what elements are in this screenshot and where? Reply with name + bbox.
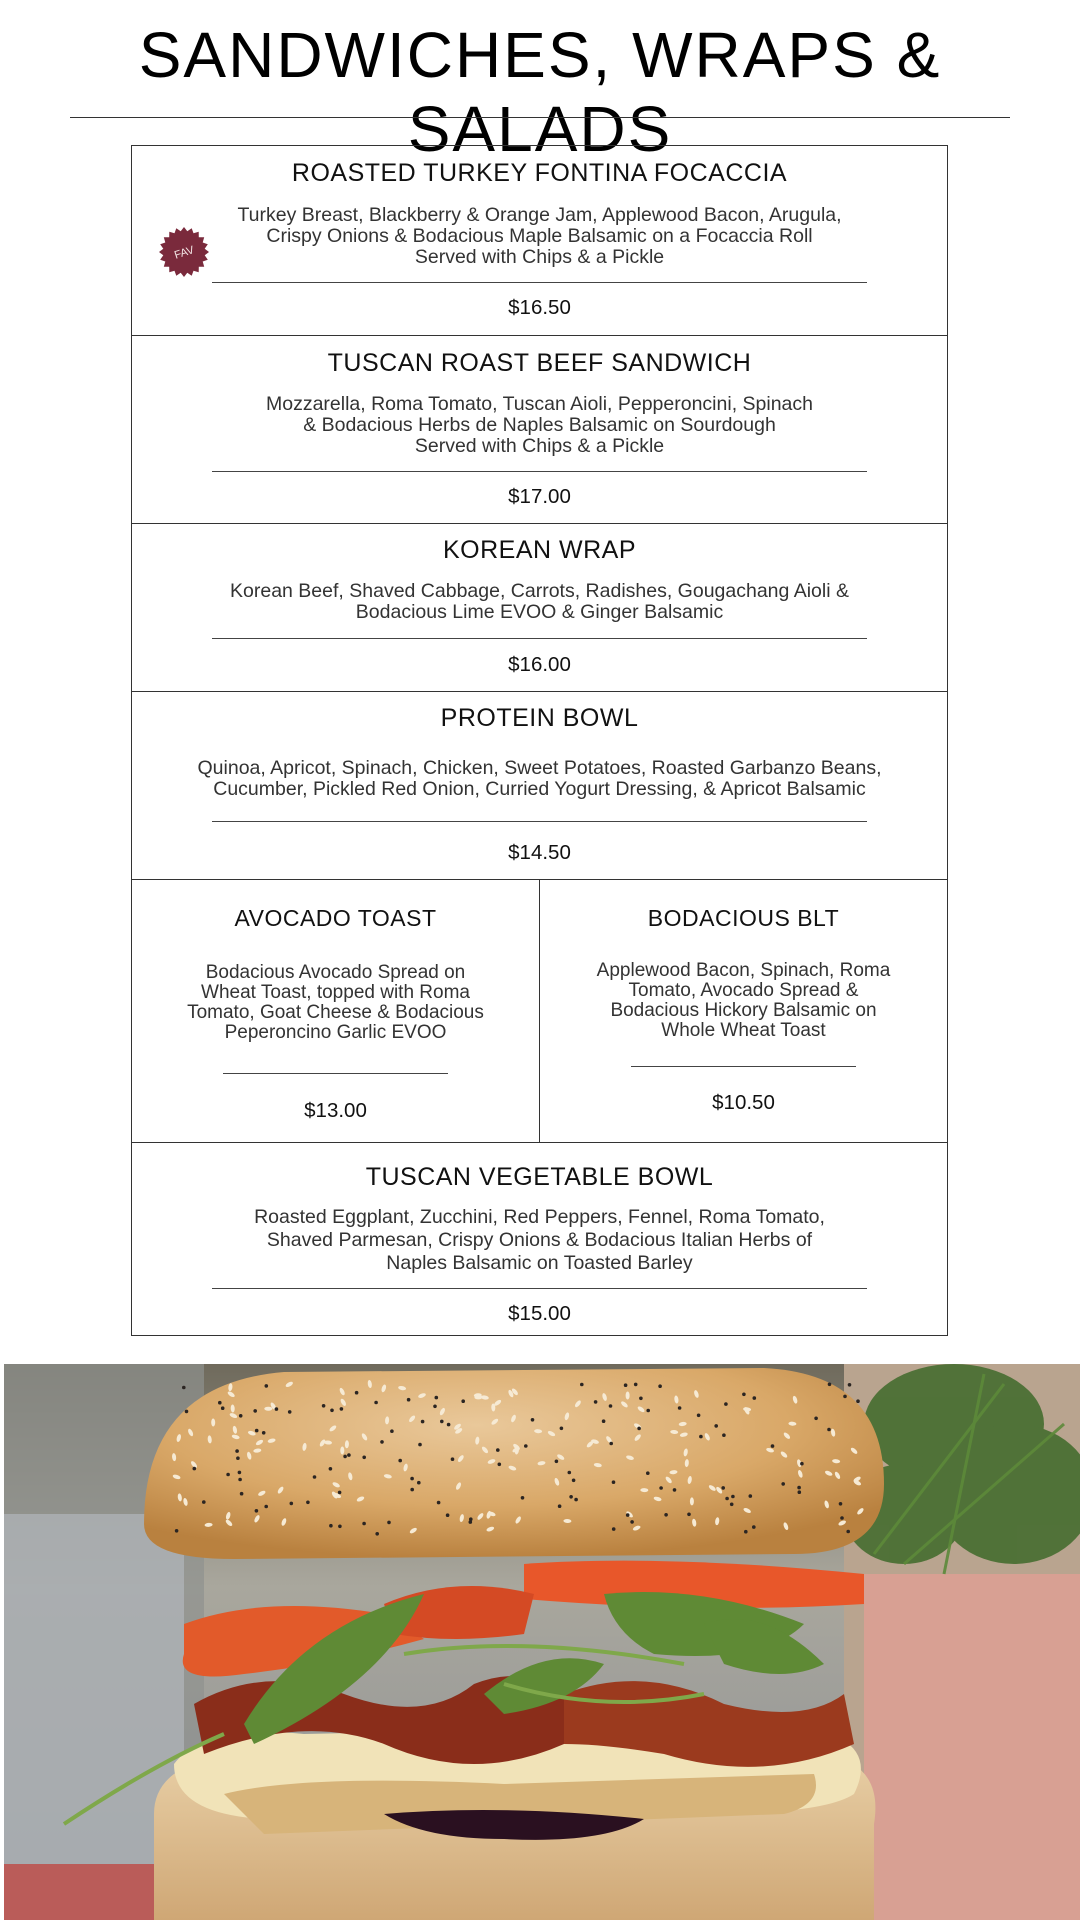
item-description — [132, 394, 947, 457]
poppy-seed — [725, 1497, 729, 1501]
desc-line: Naples Balsamic on Toasted Barley — [386, 1252, 693, 1274]
item-description — [132, 758, 947, 800]
poppy-seed — [347, 1453, 351, 1457]
poppy-seed — [580, 1383, 584, 1387]
sandwich-photo — [4, 1364, 1080, 1920]
menu-item-protein-bowl — [132, 692, 947, 880]
poppy-seed — [687, 1513, 691, 1517]
menu-item-tuscan-roast-beef — [132, 336, 947, 524]
poppy-seed — [744, 1530, 748, 1534]
poppy-seed — [560, 1427, 564, 1431]
poppy-seed — [355, 1391, 359, 1395]
poppy-seed — [380, 1440, 384, 1444]
item-divider — [212, 282, 867, 283]
poppy-seed — [574, 1498, 578, 1502]
poppy-seed — [678, 1406, 682, 1410]
poppy-seed — [531, 1418, 535, 1422]
poppy-seed — [630, 1520, 634, 1524]
poppy-seed — [437, 1501, 441, 1505]
poppy-seed — [290, 1502, 294, 1506]
poppy-seed — [846, 1530, 850, 1534]
sesame-seed — [626, 1392, 630, 1400]
poppy-seed — [182, 1386, 186, 1390]
desc-line: Served with Chips & a Pickle — [414, 246, 665, 268]
poppy-seed — [673, 1488, 677, 1492]
poppy-seed — [313, 1475, 317, 1479]
poppy-seed — [828, 1383, 832, 1387]
poppy-seed — [421, 1420, 425, 1424]
poppy-seed — [749, 1494, 753, 1498]
desc-line: Peperoncino Garlic EVOO — [224, 1022, 447, 1043]
desc-line: Korean Beef, Shaved Cabbage, Carrots, Radishes, Gougachang Aioli & — [230, 580, 849, 602]
menu-board — [131, 145, 948, 1336]
poppy-seed — [407, 1398, 411, 1402]
poppy-seed — [659, 1486, 663, 1490]
poppy-seed — [175, 1529, 179, 1533]
poppy-seed — [446, 1513, 450, 1517]
item-name: TUSCAN VEGETABLE BOWL — [365, 1163, 714, 1191]
poppy-seed — [440, 1420, 444, 1424]
poppy-seed — [798, 1490, 802, 1494]
poppy-seed — [329, 1467, 333, 1471]
menu-item-tuscan-vegetable-bowl — [132, 1143, 947, 1335]
poppy-seed — [639, 1397, 643, 1401]
item-name: TUSCAN ROAST BEEF SANDWICH — [327, 349, 752, 377]
poppy-seed — [699, 1435, 703, 1439]
poppy-seed — [469, 1520, 473, 1524]
poppy-seed — [612, 1527, 616, 1531]
poppy-seed — [306, 1501, 310, 1505]
poppy-seed — [265, 1384, 269, 1388]
poppy-seed — [262, 1431, 266, 1435]
poppy-seed — [568, 1471, 572, 1475]
item-description — [132, 205, 947, 268]
poppy-seed — [827, 1428, 831, 1432]
poppy-seed — [602, 1419, 606, 1423]
poppy-seed — [840, 1516, 844, 1520]
poppy-seed — [856, 1399, 860, 1403]
item-divider — [631, 1066, 856, 1067]
poppy-seed — [410, 1477, 414, 1481]
item-description — [540, 961, 947, 1041]
poppy-seed — [724, 1402, 728, 1406]
poppy-seed — [814, 1417, 818, 1421]
poppy-seed — [390, 1429, 394, 1433]
poppy-seed — [569, 1495, 573, 1499]
poppy-seed — [843, 1395, 847, 1399]
item-description — [132, 1206, 947, 1275]
fav-badge — [158, 226, 210, 278]
poppy-seed — [498, 1463, 502, 1467]
poppy-seed — [322, 1404, 326, 1408]
item-name: BODACIOUS BLT — [647, 905, 840, 931]
poppy-seed — [848, 1383, 852, 1387]
sandwich-image — [4, 1364, 1080, 1920]
poppy-seed — [238, 1478, 242, 1482]
item-price: $15.00 — [508, 1302, 571, 1325]
poppy-seed — [236, 1456, 240, 1460]
poppy-seed — [288, 1410, 292, 1414]
desc-line: Tomato, Goat Cheese & Bodacious — [187, 1002, 484, 1023]
item-description — [132, 963, 539, 1043]
desc-line: Roasted Eggplant, Zucchini, Red Peppers, Fennel, Roma Tomato, — [254, 1206, 825, 1228]
poppy-seed — [418, 1443, 422, 1447]
menu-item-bodacious-blt — [540, 880, 947, 1142]
menu-item-roasted-turkey — [132, 146, 947, 336]
desc-line: Cucumber, Pickled Red Onion, Curried Yogurt Dressing, & Apricot Balsamic — [213, 778, 866, 800]
item-price: $17.00 — [508, 485, 571, 508]
poppy-seed — [221, 1406, 225, 1410]
poppy-seed — [781, 1482, 785, 1486]
poppy-seed — [193, 1467, 197, 1471]
poppy-seed — [721, 1486, 725, 1490]
poppy-seed — [218, 1401, 222, 1405]
fav-badge-icon — [158, 226, 210, 278]
poppy-seed — [238, 1471, 242, 1475]
desc-line: Crispy Onions & Bodacious Maple Balsamic on a Focaccia Roll — [266, 225, 813, 247]
poppy-seed — [496, 1448, 500, 1452]
poppy-seed — [343, 1455, 347, 1459]
poppy-seed — [609, 1442, 613, 1446]
poppy-seed — [185, 1410, 189, 1414]
menu-item-pair — [132, 880, 947, 1143]
poppy-seed — [731, 1495, 735, 1499]
poppy-seed — [398, 1459, 402, 1463]
poppy-seed — [664, 1513, 668, 1517]
poppy-seed — [330, 1409, 334, 1413]
poppy-seed — [435, 1396, 439, 1400]
desc-line: & Bodacious Herbs de Naples Balsamic on Sourdough — [303, 414, 776, 436]
poppy-seed — [202, 1500, 206, 1504]
poppy-seed — [594, 1400, 598, 1404]
poppy-seed — [752, 1525, 756, 1529]
poppy-seed — [255, 1429, 259, 1433]
poppy-seed — [797, 1486, 801, 1490]
poppy-seed — [646, 1471, 650, 1475]
poppy-seed — [387, 1521, 391, 1525]
poppy-seed — [340, 1407, 344, 1411]
item-name: ROASTED TURKEY FONTINA FOCACCIA — [291, 159, 788, 187]
desc-line: Turkey Breast, Blackberry & Orange Jam, Applewood Bacon, Arugula, — [237, 204, 842, 226]
item-name: AVOCADO TOAST — [234, 905, 437, 931]
poppy-seed — [338, 1491, 342, 1495]
poppy-seed — [730, 1503, 734, 1507]
item-price: $16.00 — [508, 653, 571, 676]
item-price: $13.00 — [304, 1099, 367, 1122]
poppy-seed — [226, 1473, 230, 1477]
desc-line: Mozzarella, Roma Tomato, Tuscan Aioli, Pepperoncini, Spinach — [265, 393, 813, 415]
poppy-seed — [697, 1414, 701, 1418]
item-divider — [223, 1073, 448, 1074]
poppy-seed — [626, 1513, 630, 1517]
poppy-seed — [375, 1532, 379, 1536]
desc-line: Applewood Bacon, Spinach, Roma — [596, 960, 891, 981]
fav-badge-text: FAV — [172, 244, 196, 262]
poppy-seed — [624, 1383, 628, 1387]
poppy-seed — [329, 1524, 333, 1528]
poppy-seed — [634, 1383, 638, 1387]
poppy-seed — [612, 1480, 616, 1484]
poppy-seed — [839, 1502, 843, 1506]
sesame-seed — [264, 1407, 272, 1411]
poppy-seed — [609, 1404, 613, 1408]
poppy-seed — [417, 1481, 421, 1485]
page-title: SANDWICHES, WRAPS & SALADS — [138, 19, 942, 165]
poppy-seed — [722, 1433, 726, 1437]
sesame-seed — [690, 1497, 694, 1505]
poppy-seed — [264, 1505, 268, 1509]
desc-line: Whole Wheat Toast — [661, 1020, 826, 1041]
item-name: KOREAN WRAP — [442, 536, 637, 564]
poppy-seed — [362, 1522, 366, 1526]
poppy-seed — [555, 1460, 559, 1464]
menu-item-korean-wrap — [132, 524, 947, 692]
poppy-seed — [338, 1525, 342, 1529]
item-divider — [212, 1288, 867, 1289]
poppy-seed — [451, 1457, 455, 1461]
poppy-seed — [253, 1409, 257, 1413]
poppy-seed — [240, 1492, 244, 1496]
poppy-seed — [461, 1399, 465, 1403]
poppy-seed — [646, 1409, 650, 1413]
item-description — [132, 581, 947, 623]
poppy-seed — [235, 1449, 239, 1453]
item-divider — [212, 471, 867, 472]
poppy-seed — [572, 1479, 576, 1483]
desc-line: Bodacious Lime EVOO & Ginger Balsamic — [355, 601, 724, 623]
title-divider — [70, 117, 1010, 118]
poppy-seed — [742, 1393, 746, 1397]
poppy-seed — [275, 1407, 279, 1411]
poppy-seed — [558, 1504, 562, 1508]
poppy-seed — [800, 1462, 804, 1466]
item-price: $14.50 — [508, 841, 571, 864]
item-price: $10.50 — [712, 1091, 775, 1114]
poppy-seed — [255, 1509, 259, 1513]
item-name: PROTEIN BOWL — [440, 704, 639, 732]
poppy-seed — [239, 1414, 243, 1418]
poppy-seed — [658, 1384, 662, 1388]
desc-line: Shaved Parmesan, Crispy Onions & Bodacious Italian Herbs of — [266, 1229, 813, 1251]
poppy-seed — [433, 1405, 437, 1409]
item-price: $16.50 — [508, 296, 571, 319]
item-divider — [212, 638, 867, 639]
desc-line: Bodacious Hickory Balsamic on — [610, 1000, 877, 1021]
desc-line: Tomato, Avocado Spread & — [628, 980, 859, 1001]
desc-line: Wheat Toast, topped with Roma — [201, 982, 470, 1003]
item-divider — [212, 821, 867, 822]
poppy-seed — [637, 1427, 641, 1431]
poppy-seed — [521, 1496, 525, 1500]
poppy-seed — [447, 1423, 451, 1427]
poppy-seed — [374, 1401, 378, 1405]
desc-line: Bodacious Avocado Spread on — [205, 962, 466, 983]
poppy-seed — [753, 1396, 757, 1400]
menu-item-avocado-toast — [132, 880, 540, 1142]
poppy-seed — [714, 1424, 718, 1428]
poppy-seed — [524, 1444, 528, 1448]
poppy-seed — [362, 1456, 366, 1460]
poppy-seed — [410, 1488, 414, 1492]
poppy-seed — [771, 1444, 775, 1448]
desc-line: Served with Chips & a Pickle — [414, 435, 665, 457]
desc-line: Quinoa, Apricot, Spinach, Chicken, Sweet Potatoes, Roasted Garbanzo Beans, — [197, 757, 882, 779]
